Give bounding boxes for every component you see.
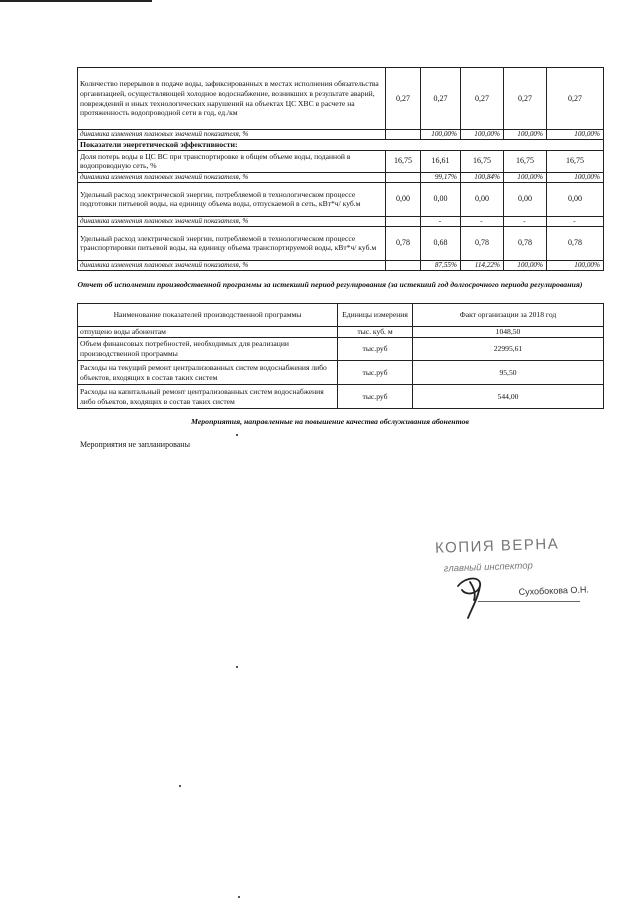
- table-row: [78, 150, 604, 172]
- report-heading: Отчет об исполнении производственной программы за истекший период регулирования (за истекший год долгосрочного периода регулирования): [77, 280, 583, 289]
- dynamics-row: [78, 216, 604, 226]
- dynamics-value: 100,00%: [547, 130, 604, 140]
- measures-text: Мероприятия не запланированы: [80, 440, 190, 449]
- dynamics-value: 114,22%: [461, 260, 504, 270]
- indicator-value: 16,75: [504, 150, 547, 172]
- column-header-fact: Факт организации за 2018 год: [413, 304, 604, 327]
- section-title: Показатели энергетической эффективности:: [78, 140, 604, 151]
- handwritten-signature: [448, 572, 498, 622]
- row-unit: тыс.руб: [338, 385, 413, 409]
- dynamics-value: -: [547, 216, 604, 226]
- indicator-value: 0,68: [421, 226, 461, 260]
- scan-speck: [236, 434, 238, 436]
- indicator-value: 0,27: [547, 68, 604, 130]
- row-unit: тыс.руб: [338, 361, 413, 385]
- dynamics-value: 100,84%: [461, 172, 504, 182]
- dynamics-value: -: [504, 216, 547, 226]
- scan-speck: [236, 666, 238, 668]
- indicator-value: 0,00: [504, 182, 547, 216]
- indicator-label: Количество перерывов в подаче воды, зафиксированных в местах исполнения обязательства организацией, осуществляющей холодное водоснабжение, возникших в результате аварий, повреждений и иных технологических нарушений на объектах ЦС ХВС в расчете на протяженность водопроводной сети в год, ед./км: [78, 68, 386, 130]
- indicator-label: Удельный расход электрической энергии, потребляемой в технологическом процессе транспортировки питьевой воды, на единицу объема транспортируемой воды, кВт*ч/ куб.м: [78, 226, 386, 260]
- indicator-value: 0,78: [504, 226, 547, 260]
- indicator-value: 16,75: [461, 150, 504, 172]
- program-report-table: [77, 303, 604, 409]
- indicator-value: 0,27: [386, 68, 421, 130]
- dynamics-value: [386, 260, 421, 270]
- top-rule: [0, 0, 152, 2]
- row-name: Расходы на капитальный ремонт централизованных систем водоснабжения либо объектов, входящих в состав таких систем: [78, 385, 338, 409]
- measures-heading: Мероприятия, направленные на повышение качества обслуживания абонентов: [191, 417, 469, 426]
- row-unit: тыс. куб. м: [338, 327, 413, 338]
- indicator-value: 0,78: [461, 226, 504, 260]
- dynamics-value: 87,55%: [421, 260, 461, 270]
- indicator-label: Доля потерь воды в ЦС ВС при транспортировке в общем объеме воды, поданной в водопроводную сеть, %: [78, 150, 386, 172]
- dynamics-value: 100,00%: [504, 260, 547, 270]
- dynamics-value: 99,17%: [421, 172, 461, 182]
- indicator-value: 0,78: [386, 226, 421, 260]
- indicator-label: Удельный расход электрической энергии, потребляемой в технологическом процессе подготовки питьевой воды, на единицу объема воды, отпускаемой в сеть, кВт*ч/ куб.м: [78, 182, 386, 216]
- column-header-name: Наименование показателей производственной программы: [78, 304, 338, 327]
- dynamics-value: 100,00%: [504, 130, 547, 140]
- table-row: [78, 361, 604, 385]
- indicator-value: 16,75: [386, 150, 421, 172]
- dynamics-value: 100,00%: [461, 130, 504, 140]
- dynamics-label: динамика изменения плановых значений показателя, %: [78, 260, 386, 270]
- indicator-value: 16,75: [547, 150, 604, 172]
- indicator-value: 16,61: [421, 150, 461, 172]
- indicator-value: 0,27: [461, 68, 504, 130]
- dynamics-value: [386, 172, 421, 182]
- scan-speck: [238, 896, 240, 898]
- dynamics-label: динамика изменения плановых значений показателя, %: [78, 130, 386, 140]
- row-value: 95,50: [413, 361, 604, 385]
- dynamics-value: 100,00%: [547, 172, 604, 182]
- table-row: [78, 327, 604, 338]
- table-row: [78, 385, 604, 409]
- row-name: отпущено воды абонентам: [78, 327, 338, 338]
- section-row: [78, 140, 604, 151]
- dynamics-value: 100,00%: [547, 260, 604, 270]
- row-value: 22995,61: [413, 338, 604, 361]
- dynamics-value: -: [421, 216, 461, 226]
- dynamics-label: динамика изменения плановых значений показателя, %: [78, 216, 386, 226]
- indicator-value: 0,00: [386, 182, 421, 216]
- table-row: [78, 182, 604, 216]
- stamp-position: главный инспектор: [443, 560, 534, 575]
- table-header-row: [78, 304, 604, 327]
- dynamics-value: [386, 216, 421, 226]
- row-unit: тыс.руб: [338, 338, 413, 361]
- dynamics-row: [78, 130, 604, 140]
- indicators-table: [77, 67, 604, 271]
- scan-speck: [179, 785, 181, 787]
- dynamics-label: динамика изменения плановых значений показателя, %: [78, 172, 386, 182]
- dynamics-value: [386, 130, 421, 140]
- row-name: Объем финансовых потребностей, необходимых для реализации производственной программы: [78, 338, 338, 361]
- dynamics-row: [78, 172, 604, 182]
- stamp-title: КОПИЯ ВЕРНА: [434, 535, 560, 557]
- row-value: 1048,50: [413, 327, 604, 338]
- indicator-value: 0,00: [461, 182, 504, 216]
- row-value: 544,00: [413, 385, 604, 409]
- indicator-value: 0,00: [421, 182, 461, 216]
- indicator-value: 0,27: [421, 68, 461, 130]
- dynamics-value: 100,00%: [504, 172, 547, 182]
- indicator-value: 0,27: [504, 68, 547, 130]
- table-row: [78, 68, 604, 130]
- stamp-signer: Сухобокова О.Н.: [518, 584, 590, 597]
- column-header-unit: Единицы измерения: [338, 304, 413, 327]
- indicator-value: 0,00: [547, 182, 604, 216]
- indicator-value: 0,78: [547, 226, 604, 260]
- row-name: Расходы на текущий ремонт централизованных систем водоснабжения либо объектов, входящих в состав таких систем: [78, 361, 338, 385]
- dynamics-value: 100,00%: [421, 130, 461, 140]
- table-row: [78, 226, 604, 260]
- dynamics-value: -: [461, 216, 504, 226]
- table-row: [78, 338, 604, 361]
- dynamics-row: [78, 260, 604, 270]
